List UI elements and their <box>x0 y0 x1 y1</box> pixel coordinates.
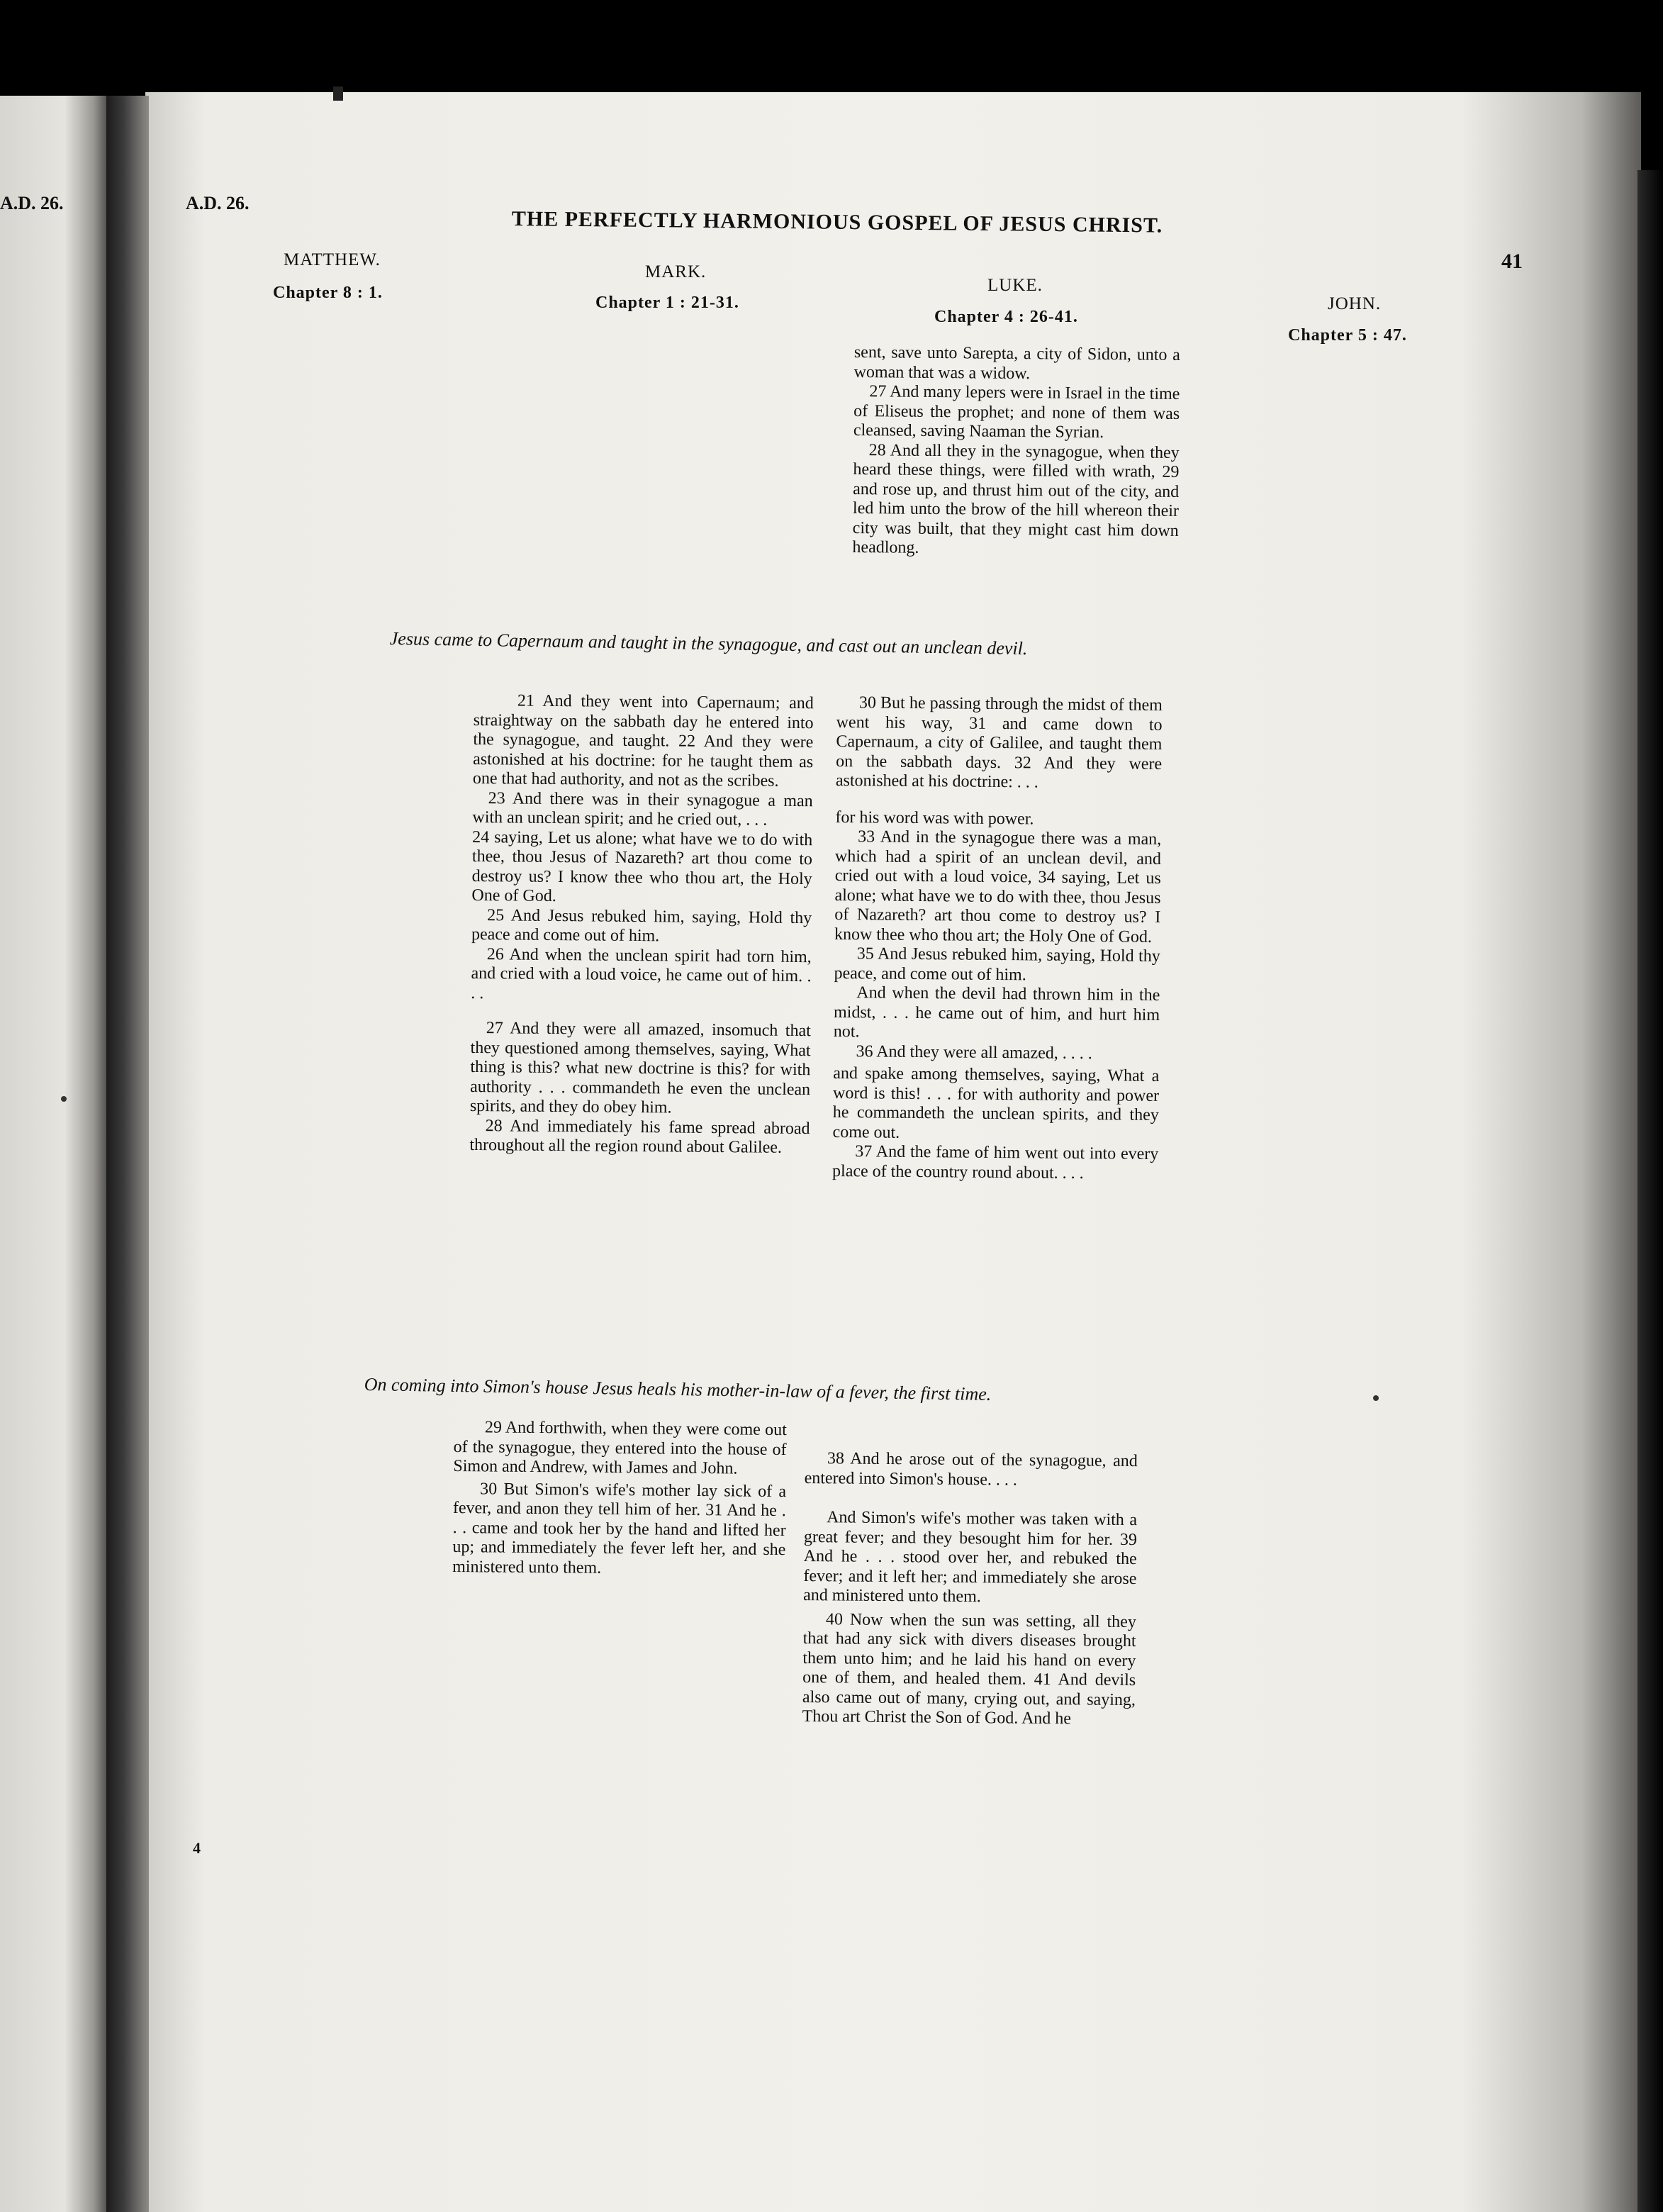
book-gutter <box>106 96 149 2212</box>
mark-simon-column <box>452 1418 787 1580</box>
luke-verse: 30 But he passing through the midst of them went his way, 31 and came down to Capernaum, a city of Galilee, and taught them on the sabbath days. 32 And they were astonished at his doctrine: . . . <box>835 693 1163 792</box>
facing-page-year: A.D. 26. <box>0 193 64 213</box>
page-number: 41 <box>1501 250 1523 273</box>
section-heading-simon: On coming into Simon's house Jesus heals his mother-in-law of a fever, the first time. <box>364 1374 992 1404</box>
mark-chapter: Chapter 1 : 21-31. <box>595 294 739 312</box>
page-title: THE PERFECTLY HARMONIOUS GOSPEL OF JESUS CHRIST. <box>511 207 1163 238</box>
speck <box>61 1096 67 1102</box>
luke-simon-column <box>802 1449 1138 1730</box>
matthew-chapter: Chapter 8 : 1. <box>273 284 383 302</box>
luke-verse: 33 And in the synagogue there was a man, which had a spirit of an unclean devil, and cried out with a loud voice, 34 saying, Let us alone; what have we to do with thee, thou Jesus of Nazareth? art thou come to destroy us? I know thee who thou art; the Holy One of God. <box>834 827 1162 946</box>
matthew-header: MATTHEW. <box>284 250 381 269</box>
scan-mark <box>333 86 343 101</box>
mark-verse: 24 saying, Let us alone; what have we to do with thee, thou Jesus of Nazareth? art thou come to destroy us? I know thee who thou art, the Holy One of God. <box>471 827 813 906</box>
mark-verse: 25 And Jesus rebuked him, saying, Hold thy peace and come out of him. <box>471 905 812 946</box>
mark-verse: 23 And there was in their synagogue a man with an unclean spirit; and he cried out, . . . <box>472 788 813 830</box>
luke-top-para: 28 And all they in the synagogue, when they heard these things, were filled with wrath, 29 and rose up, and thrust him out of the city, and led him unto the brow of the hill whereon their city was built, that they might cast him down headlong. <box>852 440 1180 557</box>
mark-verse: 30 But Simon's wife's mother lay sick of a fever, and anon they tell him of her. 31 And he . . . came and took her by the hand and lifted her up; and immediately the fever left her, and she ministered unto them. <box>452 1479 787 1577</box>
luke-verse: And when the devil had thrown him in the midst, . . . he came out of him, and hurt him not. <box>833 983 1160 1041</box>
mark-verse: 21 And they went into Capernaum; and straightway on the sabbath day he entered into the synagogue, and taught. 22 And they were astonished at his doctrine: for he taught them as one that had authority, and not as the scribes. <box>472 691 814 791</box>
page-right-edge <box>1637 170 1663 2212</box>
mark-capernaum-column <box>469 691 814 1158</box>
luke-top-column <box>852 343 1180 561</box>
john-header: JOHN. <box>1328 294 1382 313</box>
john-chapter: Chapter 5 : 47. <box>1288 326 1407 345</box>
luke-verse: 40 Now when the sun was setting, all they that had any sick with divers diseases brought them unto him; and he laid his hand on every one of them, and healed them. 41 And devils also came out of many, crying out, and saying, Thou art Christ the Son of God. And he <box>802 1609 1137 1728</box>
mark-verse: 29 And forthwith, when they were come out of the synagogue, they entered into the house of Simon and Andrew, with James and John. <box>453 1418 787 1478</box>
luke-verse: and spake among themselves, saying, What a word is this! . . . for with authority and power he commandeth the unclean spirits, and they come out. <box>832 1063 1160 1142</box>
section-heading-capernaum: Jesus came to Capernaum and taught in the synagogue, and cast out an unclean devil. <box>389 628 1028 659</box>
luke-header: LUKE. <box>987 276 1043 295</box>
luke-top-para: 27 And many lepers were in Israel in the time of Eliseus the prophet; and none of them was cleansed, saving Naaman the Syrian. <box>853 382 1180 442</box>
signature-mark: 4 <box>193 1839 201 1857</box>
luke-chapter: Chapter 4 : 26-41. <box>934 308 1078 326</box>
mark-header: MARK. <box>645 262 707 281</box>
mark-verse: 26 And when the unclean spirit had torn him, and cried with a loud voice, he came out of him. . . . <box>471 944 812 1002</box>
luke-capernaum-column <box>832 693 1163 1184</box>
luke-verse: 35 And Jesus rebuked him, saying, Hold thy peace, and come out of him. <box>834 944 1160 984</box>
page-year: A.D. 26. <box>186 193 250 213</box>
luke-verse: for his word was with power. <box>835 808 1034 828</box>
mark-verse: 27 And they were all amazed, insomuch that they questioned among themselves, saying, What thing is this? what new doctrine is this? for with authority . . . commandeth he even the unclean spirits, and they do obey him. <box>469 1019 811 1117</box>
luke-top-para: sent, save unto Sarepta, a city of Sidon, unto a woman that was a widow. <box>853 343 1180 383</box>
speck <box>1373 1395 1379 1401</box>
mark-verse: 28 And immediately his fame spread abroad throughout all the region round about Galilee. <box>469 1116 810 1157</box>
luke-verse: 36 And they were all amazed, . . . . <box>856 1041 1092 1063</box>
facing-page-edge <box>0 96 117 2212</box>
luke-verse: 38 And he arose out of the synagogue, and entered into Simon's house. . . . <box>804 1449 1138 1490</box>
luke-verse: And Simon's wife's mother was taken with a great fever; and they besought him for her. 39 And he . . . stood over her, and rebuked the fever; and it left her; and immediately she arose and ministered unto them. <box>803 1508 1138 1607</box>
luke-verse: 37 And the fame of him went out into every place of the country round about. . . . <box>832 1142 1159 1183</box>
